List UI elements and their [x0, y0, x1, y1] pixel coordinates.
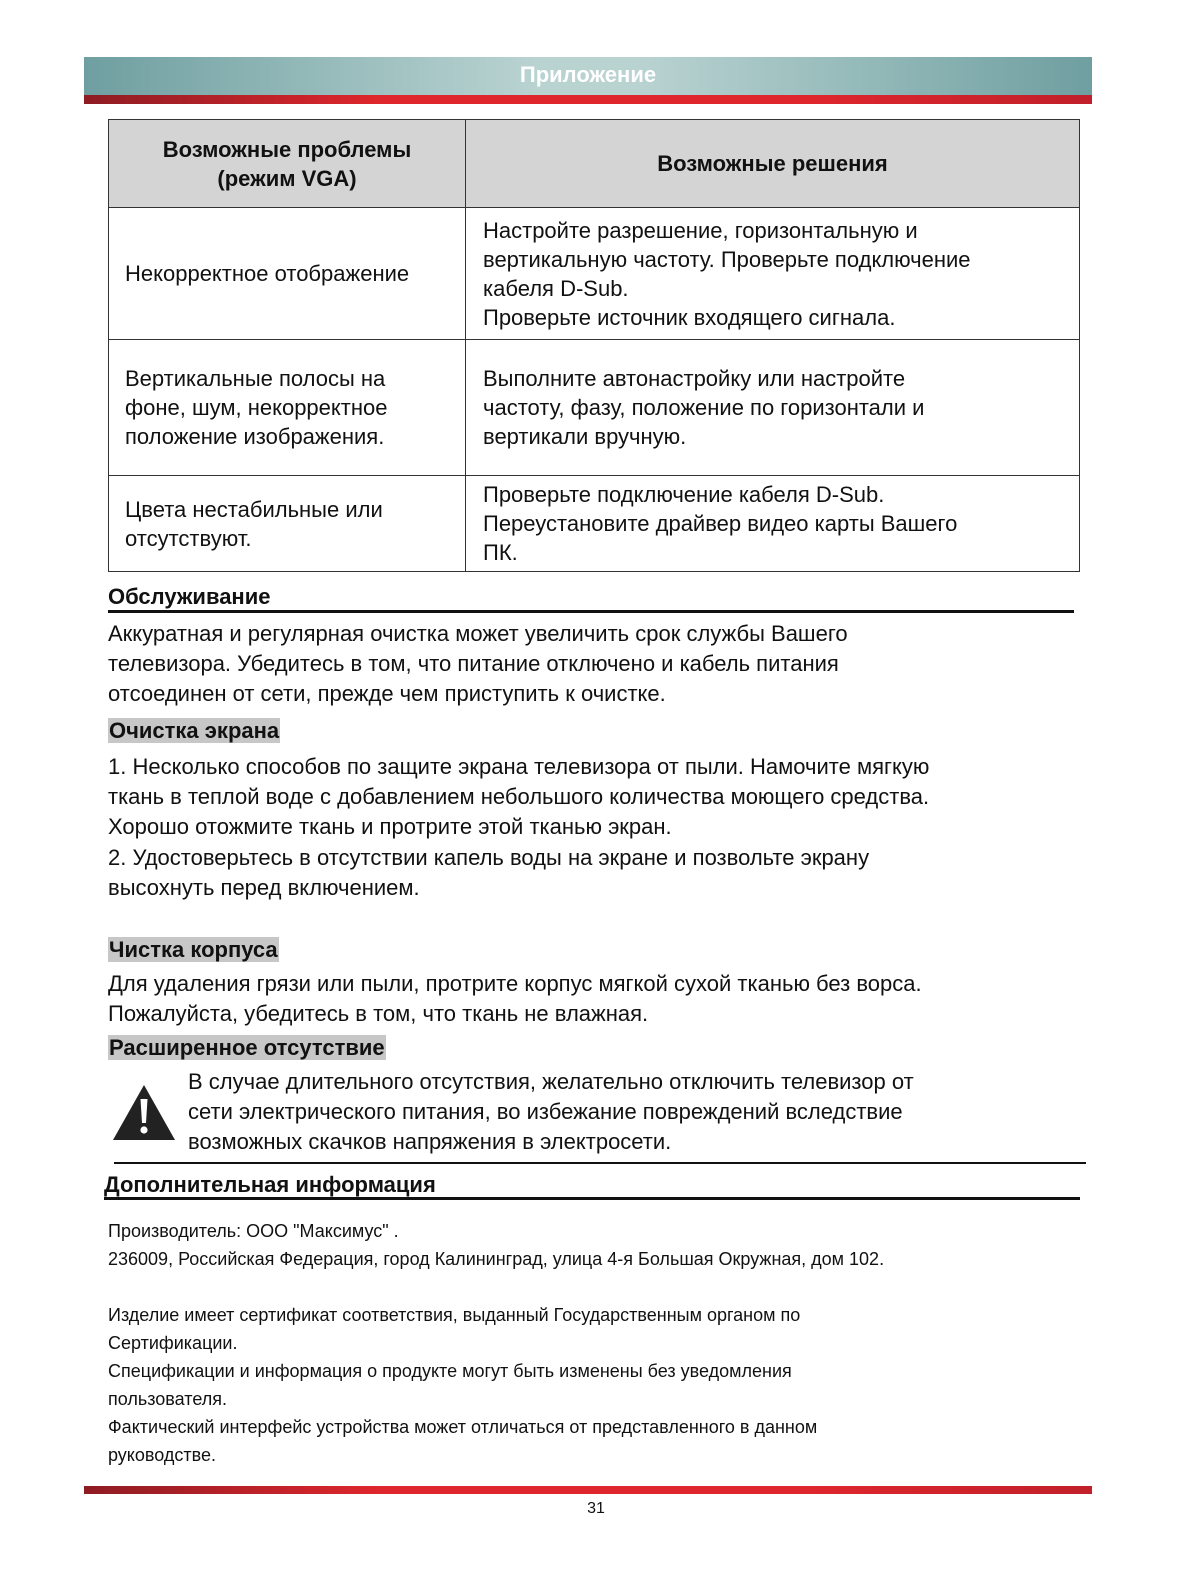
troubleshooting-table [108, 119, 1080, 572]
text-line: телевизора. Убедитесь в том, что питание отключено и кабель питания [108, 651, 839, 676]
screen-cleaning-text-2 [108, 843, 1068, 903]
problem-cell [109, 340, 466, 476]
solution-line: вертикали вручную. [483, 424, 687, 449]
problems-header [109, 120, 466, 208]
solution-line: Настройте разрешение, горизонтальную и [483, 217, 918, 243]
problem-cell [109, 208, 466, 340]
warning-icon [112, 1083, 176, 1141]
text-line: Спецификации и информация о продукте могут быть изменены без уведомления [108, 1361, 792, 1381]
problem-line: Вертикальные полосы на [125, 366, 386, 391]
text-line: Хорошо отожмите ткань и протрите этой тканью экран. [108, 814, 672, 839]
solution-line: Выполните автонастройку или настройте [483, 366, 906, 391]
text-line: Производитель: ООО "Максимус" . [108, 1221, 399, 1241]
solution-line: Проверьте источник входящего сигнала. [483, 304, 896, 330]
problems-header-line: (режим VGA) [217, 165, 357, 191]
text-line: В случае длительного отсутствия, желательно отключить телевизор от [188, 1069, 914, 1094]
text-line: руководстве. [108, 1445, 216, 1465]
solution-line: частоту, фазу, положение по горизонтали и [483, 395, 925, 420]
text-line: Изделие имеет сертификат соответствия, выданный Государственным органом по [108, 1305, 801, 1325]
heading-highlight: Очистка экрана [109, 718, 280, 743]
additional-info-heading: Дополнительная информация [104, 1172, 436, 1197]
header-red-stripe [84, 95, 1092, 104]
solution-line: ПК. [483, 540, 518, 565]
text-line: возможных скачков напряжения в электросети. [188, 1129, 672, 1154]
footer-red-stripe [84, 1486, 1092, 1494]
absence-rule [114, 1162, 1086, 1164]
additional-info-rule [104, 1197, 1080, 1200]
problem-cell [109, 476, 466, 572]
text-line: сети электрического питания, во избежание повреждений вследствие [188, 1099, 903, 1124]
maintenance-heading: Обслуживание [108, 584, 271, 609]
case-cleaning-heading [108, 936, 279, 964]
text-line: ткань в теплой воде с добавлением небольшого количества моющего средства. [108, 784, 930, 809]
text-line [108, 1273, 1068, 1301]
problems-header-line: Возможные проблемы [162, 136, 412, 162]
table-header-row [109, 120, 1080, 208]
text-line: Для удаления грязи или пыли, протрите корпус мягкой сухой тканью без ворса. [108, 971, 922, 996]
screen-cleaning-heading [108, 717, 280, 745]
maintenance-text [108, 619, 1068, 709]
text-line: 2. Удостоверьтесь в отсутствии капель воды на экране и позвольте экрану [108, 845, 870, 870]
text-line: 1. Несколько способов по защите экрана телевизора от пыли. Намочите мягкую [108, 754, 930, 779]
page-title: Приложение [519, 62, 657, 87]
additional-info-text [108, 1217, 1068, 1469]
absence-text [188, 1067, 1078, 1157]
screen-cleaning-text [108, 752, 1068, 842]
header-bar [84, 57, 1092, 95]
text-line: Фактический интерфейс устройства может отличаться от представленного в данном [108, 1417, 818, 1437]
problem-line: фоне, шум, некорректное [125, 395, 388, 420]
table-row [109, 476, 1080, 572]
problem-line: положение изображения. [125, 424, 385, 449]
solution-cell [466, 340, 1080, 476]
text-line: высохнуть перед включением. [108, 875, 420, 900]
text-line: 236009, Российская Федерация, город Калининград, улица 4-я Большая Окружная, дом 102. [108, 1249, 885, 1269]
case-cleaning-text [108, 969, 1068, 1029]
problem-line: Некорректное отображение [125, 261, 410, 286]
solution-cell [466, 476, 1080, 572]
solution-cell [466, 208, 1080, 340]
solution-line: вертикальную частоту. Проверьте подключение [483, 246, 971, 272]
text-line: Сертификации. [108, 1333, 238, 1353]
page-number: 31 [587, 1500, 605, 1517]
text-line: отсоединен от сети, прежде чем приступить к очистке. [108, 681, 666, 706]
text-line: Пожалуйста, убедитесь в том, что ткань не влажная. [108, 1001, 649, 1026]
maintenance-rule [108, 610, 1074, 613]
text-line: пользователя. [108, 1389, 227, 1409]
heading-highlight: Чистка корпуса [109, 937, 278, 962]
solution-line: Проверьте подключение кабеля D-Sub. [483, 482, 885, 507]
solution-line: кабеля D-Sub. [483, 275, 629, 301]
problem-line: отсутствуют. [125, 525, 252, 551]
text-line: Аккуратная и регулярная очистка может увеличить срок службы Вашего [108, 621, 848, 646]
heading-highlight: Расширенное отсутствие [109, 1035, 385, 1060]
table-row [109, 340, 1080, 476]
problem-line: Цвета нестабильные или [125, 496, 383, 522]
absence-heading [108, 1034, 386, 1062]
solutions-header: Возможные решения [466, 120, 1080, 208]
solution-line: Переустановите драйвер видео карты Вашего [483, 511, 958, 536]
table-row [109, 208, 1080, 340]
